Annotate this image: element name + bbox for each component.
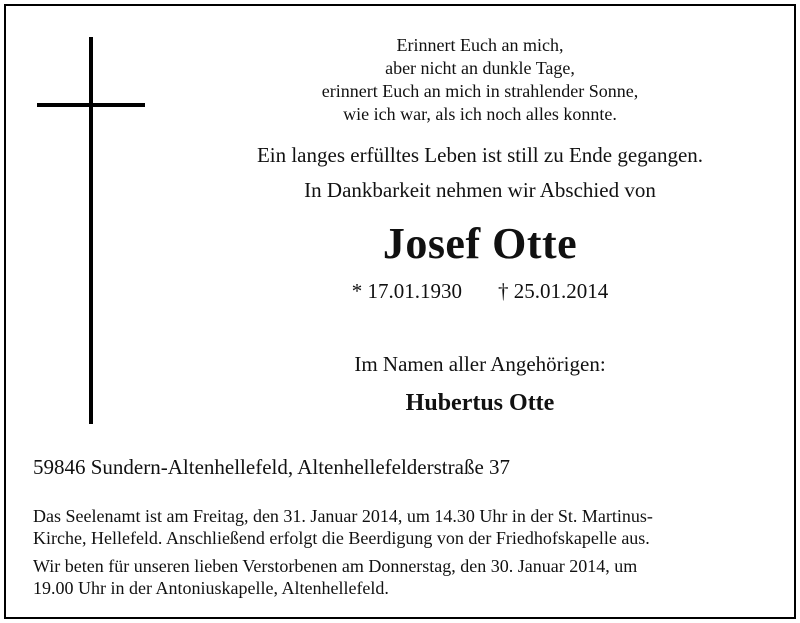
- birth-date: * 17.01.1930: [351, 279, 462, 303]
- poem-line: erinnert Euch an mich in strahlender Sonne,: [321, 81, 639, 101]
- mourner-name: Hubertus Otte: [405, 390, 555, 416]
- cross-horizontal-bar: [37, 103, 145, 107]
- death-date: † 25.01.2014: [498, 279, 609, 303]
- intro-line-1: Ein langes erfülltes Leben ist still zu Ende gegangen.: [256, 143, 704, 167]
- service-paragraph: [33, 505, 773, 549]
- poem-line: aber nicht an dunkle Tage,: [385, 58, 575, 78]
- intro-line-2: In Dankbarkeit nehmen wir Abschied von: [304, 178, 656, 202]
- mourners-intro: Im Namen aller Angehörigen:: [354, 352, 606, 376]
- service-line: Das Seelenamt ist am Freitag, den 31. Januar 2014, um 14.30 Uhr in der St. Martinus-: [33, 506, 653, 526]
- poem: [230, 34, 730, 126]
- poem-line: Erinnert Euch an mich,: [396, 35, 564, 55]
- prayer-paragraph: [33, 555, 773, 599]
- address: 59846 Sundern-Altenhellefeld, Altenhellefelderstraße 37: [33, 455, 511, 479]
- life-dates: [170, 279, 790, 304]
- prayer-line: Wir beten für unseren lieben Verstorbenen am Donnerstag, den 30. Januar 2014, um: [33, 556, 638, 576]
- prayer-line: 19.00 Uhr in der Antoniuskapelle, Altenhellefeld.: [33, 578, 389, 598]
- cross-vertical-bar: [89, 37, 93, 424]
- poem-line: wie ich war, als ich noch alles konnte.: [343, 104, 617, 124]
- deceased-name: Josef Otte: [382, 219, 578, 268]
- service-line: Kirche, Hellefeld. Anschließend erfolgt die Beerdigung von der Friedhofskapelle aus.: [33, 528, 650, 548]
